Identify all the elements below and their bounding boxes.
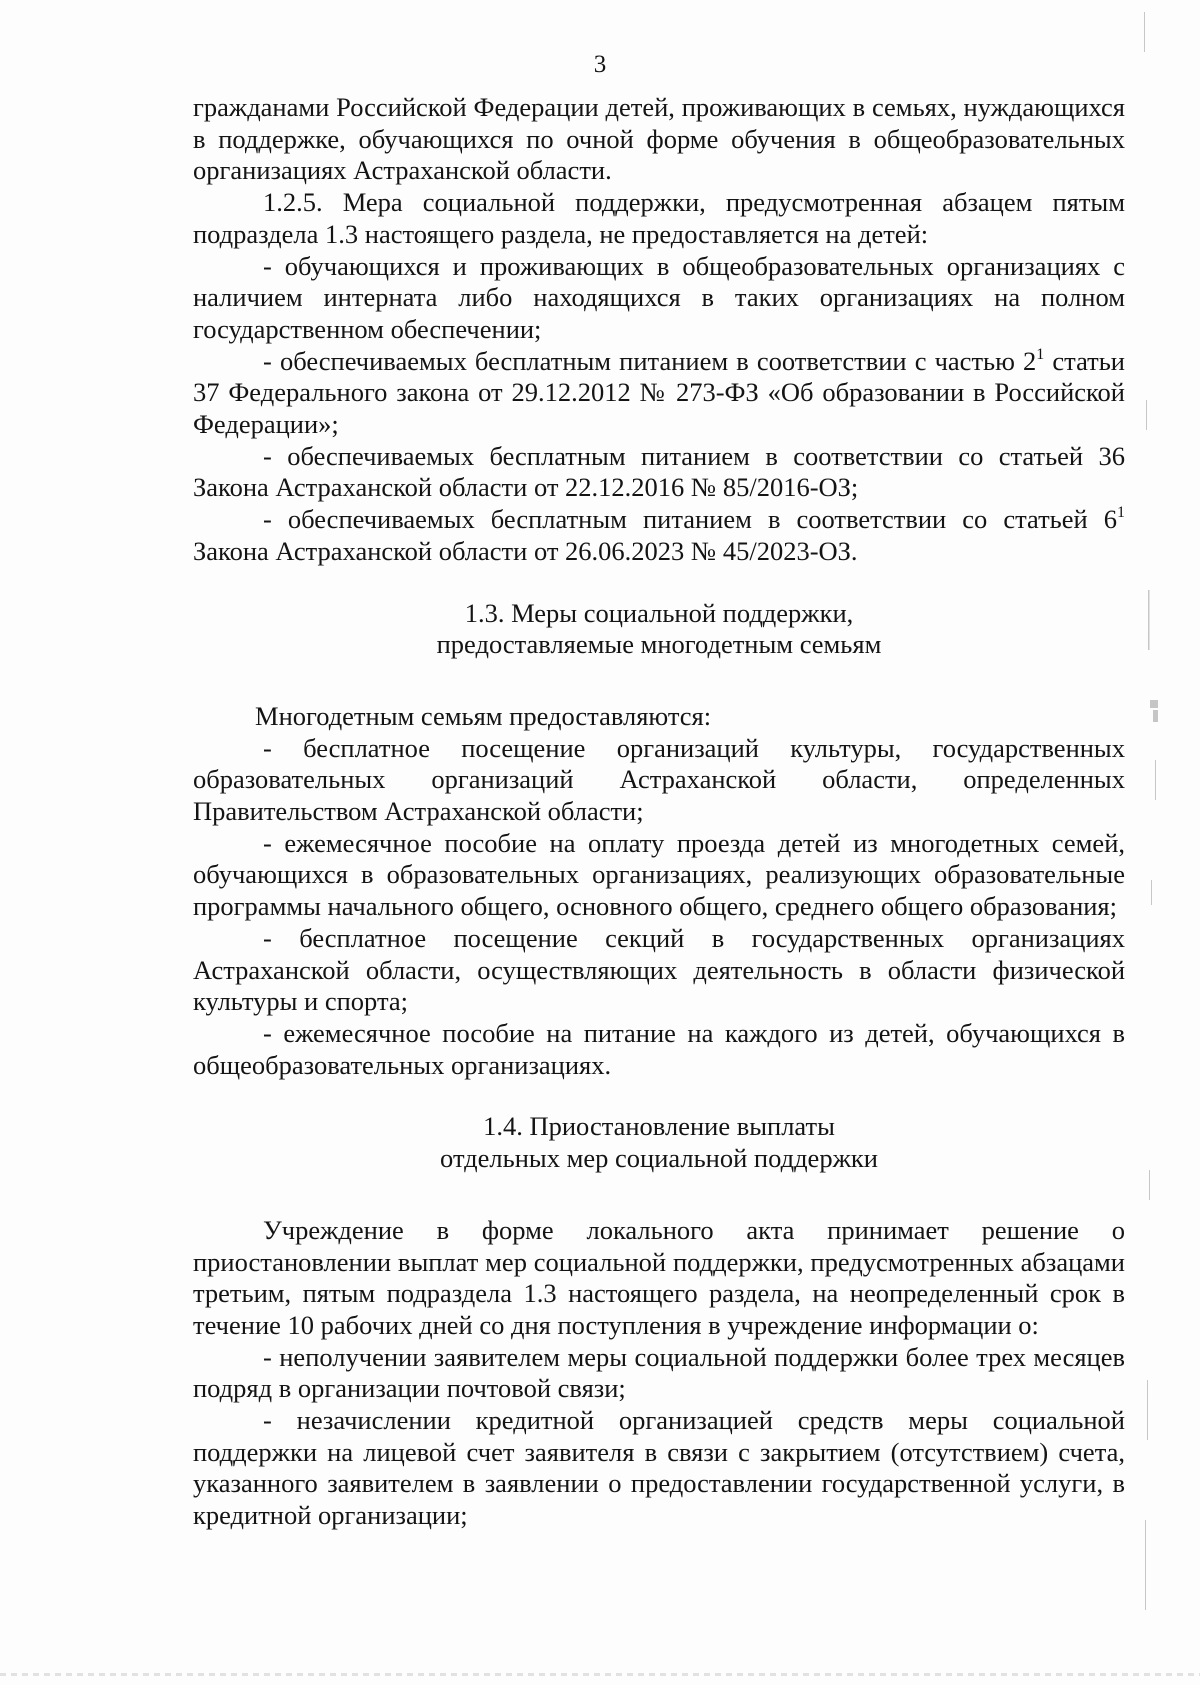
paragraph: - обеспечиваемых бесплатным питанием в соответствии со статьей 36 Закона Астраханской области от 22.12.2016 № 85/2016-ОЗ; [193,440,1125,503]
section-body-1-3 [193,701,1125,1081]
paragraph: Учреждение в форме локального акта принимает решение о приостановлении выплат мер социальной поддержки, предусмотренных абзацами третьим, пятым подраздела 1.3 настоящего раздела, на неопределенный срок в течение 10 рабочих дней со дня поступления в учреждение информации о: [193,1214,1125,1340]
section-heading-1-4 [193,1111,1125,1174]
superscript: 1 [1117,504,1125,522]
scan-noise [1120,0,1200,1685]
paragraph-text: Закона Астраханской области от 26.06.2023 № 45/2023-ОЗ. [193,535,858,566]
paragraph [193,504,1125,567]
section-body-1-4 [193,1215,1125,1532]
paragraph: гражданами Российской Федерации детей, проживающих в семьях, нуждающихся в поддержке, обучающихся по очной форме обучения в общеобразовательных организациях Астраханской области. [193,92,1125,186]
superscript: 1 [1036,345,1045,363]
paragraph-text: - обеспечиваемых бесплатным питанием в соответствии с частью 2 [263,345,1037,376]
heading-line: 1.4. Приостановление выплаты [483,1111,835,1142]
paragraph: - ежемесячное пособие на питание на каждого из детей, обучающихся в общеобразовательных организациях. [193,1017,1125,1080]
section-heading-1-3 [193,598,1125,661]
paragraph: 1.2.5. Мера социальной поддержки, предусмотренная абзацем пятым подраздела 1.3 настоящего раздела, не предоставляется на детей: [193,187,1125,249]
paragraph: - ежемесячное пособие на оплату проезда детей из многодетных семей, обучающихся в образовательных организациях, реализующих образовательные программы начального общего, основного общего, среднего общего образования; [193,827,1125,922]
scan-bottom-edge [0,1673,1200,1676]
paragraph: - обучающихся и проживающих в общеобразовательных организациях с наличием интерната либо находящихся в таких организациях на полном государственном обеспечении; [193,250,1125,344]
document-body [193,92,1125,1532]
paragraph: Многодетным семьям предоставляются: [255,700,712,731]
paragraph: - неполучении заявителем меры социальной поддержки более трех месяцев подряд в организации почтовой связи; [193,1341,1125,1404]
paragraph-text: - обеспечиваемых бесплатным питанием в соответствии со статьей 6 [263,504,1117,535]
paragraph: - бесплатное посещение секций в государственных организациях Астраханской области, осуществляющих деятельность в области физической культуры и спорта; [193,922,1125,1017]
heading-line: отдельных мер социальной поддержки [440,1143,878,1174]
paragraph: - незачислении кредитной организацией средств меры социальной поддержки на лицевой счет заявителя в связи с закрытием (отсутствием) счета, указанного заявителем в заявлении о предоставлении государственной услуги, в кредитной организации; [193,1405,1125,1531]
page-number: 3 [593,51,607,78]
paragraph: - бесплатное посещение организаций культуры, государственных образовательных организаций Астраханской области, определенных Правительством Астраханской области; [193,732,1125,827]
paragraph [193,346,1125,441]
heading-line: предоставляемые многодетным семьям [436,629,882,660]
heading-line: 1.3. Меры социальной поддержки, [464,597,854,628]
paragraph-text: статьи 37 Федерального закона от 29.12.2012 № 273-ФЗ «Об образовании в Российской Федерации»; [193,345,1125,440]
